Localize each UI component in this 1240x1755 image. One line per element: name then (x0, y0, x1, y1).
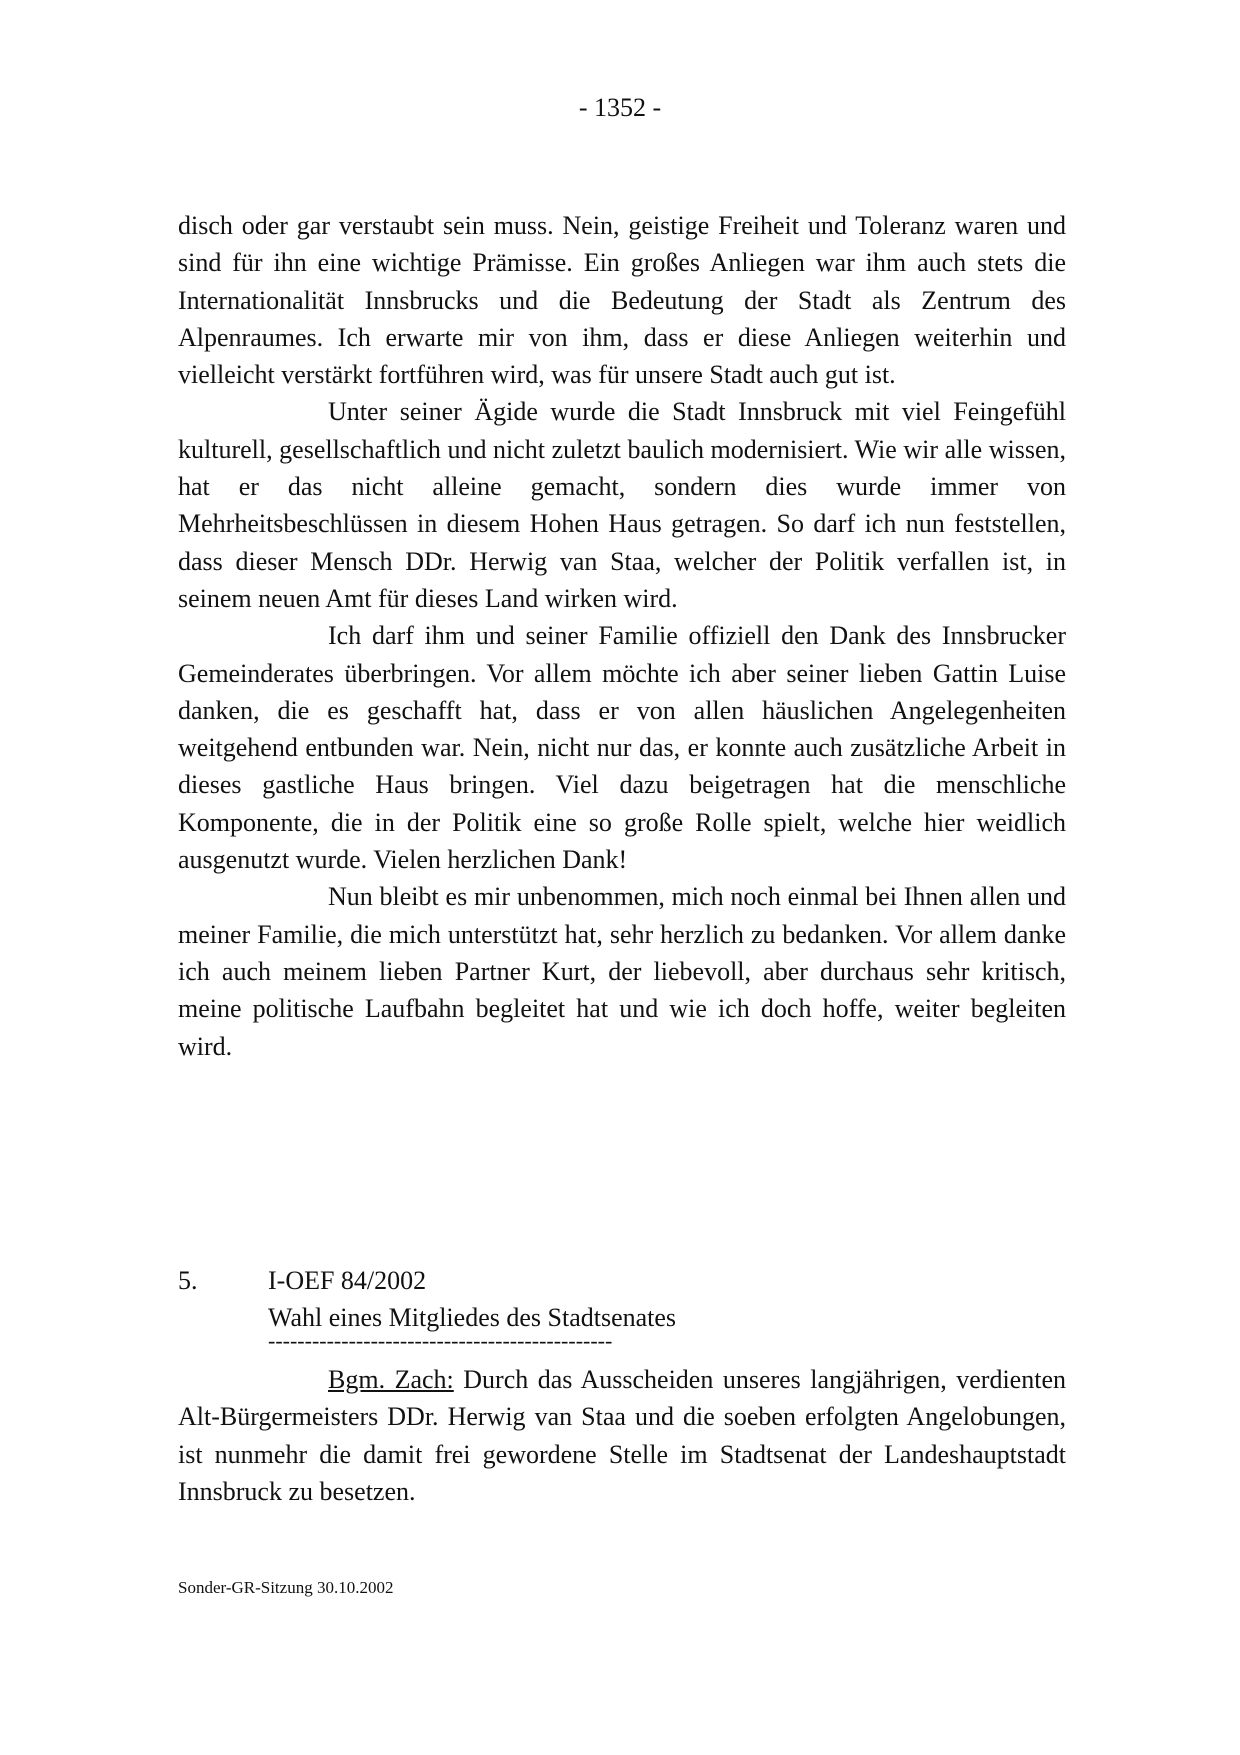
statement-text: Durch das Ausscheiden unseres langjährigen, verdienten Alt-Bürgermeisters DDr. Herwig van Staa und die soeben erfolgten Angelobungen, ist nunmehr die damit frei gewordene Stelle im Stadtsenat der Landeshauptstadt Innsbruck zu besetzen. (178, 1365, 1066, 1506)
agenda-reference: I-OEF 84/2002 (268, 1266, 427, 1295)
page-number: - 1352 - (578, 93, 662, 122)
paragraph: disch oder gar verstaubt sein muss. Nein, geistige Freiheit und Toleranz waren und sind für ihn eine wichtige Prämisse. Ein großes Anliegen war ihm auch stets die Internationalität Innsbrucks und die Bedeutung der Stadt als Zentrum des Alpenraumes. Ich erwarte mir von ihm, dass er diese Anliegen weiterhin und vielleicht verstärkt fortführen wird, was für unsere Stadt auch gut ist. (178, 211, 1066, 390)
agenda-number: 5. (178, 1266, 198, 1295)
paragraph: Ich darf ihm und seiner Familie offiziell den Dank des Innsbrucker Gemeinderates überbringen. Vor allem möchte ich aber seiner lieben Gattin Luise danken, die es geschafft hat, dass er von allen häuslichen Angelegenheiten weitgehend entbunden war. Nein, nicht nur das, er konnte auch zusätzliche Arbeit in dieses gastliche Haus bringen. Viel dazu beigetragen hat die menschliche Komponente, die in der Politik eine so große Rolle spielt, welche hier weidlich ausgenutzt wurde. Vielen herzlichen Dank! (178, 621, 1066, 875)
agenda-statement (178, 1361, 1066, 1510)
speaker-name: Bgm. Zach: (328, 1365, 454, 1394)
paragraph: Unter seiner Ägide wurde die Stadt Innsbruck mit viel Feingefühl kulturell, gesellschaftlich und nicht zuletzt baulich modernisiert. Wie wir alle wissen, hat er das nicht alleine gemacht, sondern dies wurde immer von Mehrheitsbeschlüssen in diesem Hohen Haus getragen. So darf ich nun feststellen, dass dieser Mensch DDr. Herwig van Staa, welcher der Politik verfallen ist, in seinem neuen Amt für dieses Land wirken wird. (178, 397, 1066, 613)
agenda-item (178, 1262, 1066, 1348)
footer: Sonder-GR-Sitzung 30.10.2002 (178, 1578, 394, 1597)
paragraph: Nun bleibt es mir unbenommen, mich noch einmal bei Ihnen allen und meiner Familie, die mich unterstützt hat, sehr herzlich zu bedanken. Vor allem danke ich auch meinem lieben Partner Kurt, der liebevoll, aber durchaus sehr kritisch, meine politische Laufbahn begleitet hat und wie ich doch hoffe, weiter begleiten wird. (178, 882, 1066, 1061)
agenda-title: Wahl eines Mitgliedes des Stadtsenates (268, 1303, 677, 1332)
separator-line: ----------------------------------------------- (268, 1334, 613, 1348)
document-body (178, 207, 1066, 1065)
